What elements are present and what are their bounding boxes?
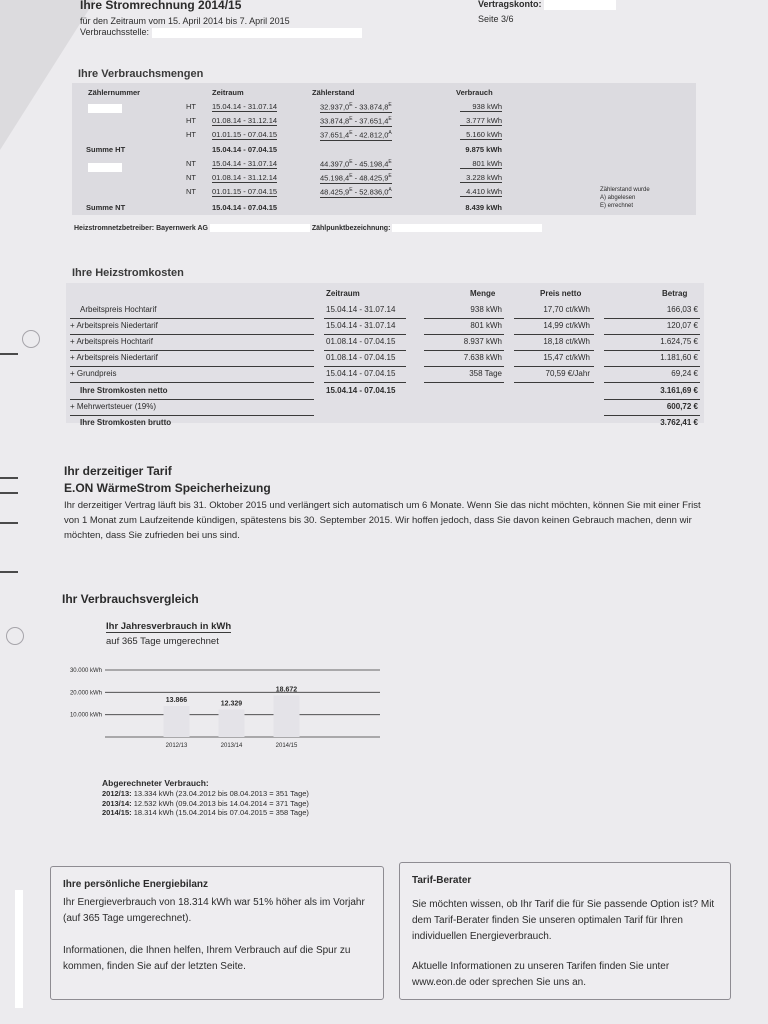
tariff-code: NT — [186, 173, 196, 182]
col-meter: Zählernummer — [88, 88, 141, 97]
price: 14,99 ct/kWh — [543, 321, 590, 330]
account-number — [478, 0, 616, 10]
usage-value: 938 kWh — [460, 102, 502, 112]
cost-table-header — [66, 289, 704, 304]
col-quantity: Menge — [470, 289, 496, 298]
bar-value-label: 12.329 — [220, 700, 243, 708]
redacted-meter — [88, 104, 122, 113]
price: 70,59 €/Jahr — [545, 369, 590, 378]
rule — [514, 350, 594, 351]
rule — [424, 382, 504, 383]
legend-line: A) abgelesen — [600, 195, 636, 201]
bar-2013/14 — [219, 709, 245, 737]
rule — [604, 350, 700, 351]
period: 15.04.14 - 31.07.14 — [212, 102, 278, 111]
consumption-chart — [60, 660, 390, 760]
list-item: 2012/13: 13.334 kWh (23.04.2012 bis 08.04.2013 = 351 Tage) — [102, 789, 309, 798]
tariff-text: Ihr derzeitiger Vertrag läuft bis 31. Oktober 2015 und verlängert sich automatisch um 6 Monate. Wenn Sie das nicht möchten, können Sie mit einer Frist von 1 Monat zum Laufzeitende kündigen, spätestens bis 30. September 2015. Wir hoffen jedoch, dass Sie davon keinen Gebrauch machen, denn wir möchten, dass Sie zufrieden bei uns sind. — [64, 500, 701, 541]
tariff-code: NT — [186, 159, 196, 168]
cost-label: + Grundpreis — [70, 369, 117, 378]
rule — [514, 334, 594, 335]
section-title-vergleich: Ihr Verbrauchsvergleich — [62, 592, 199, 606]
section-title-tarif: Ihr derzeitiger Tarif — [64, 464, 172, 478]
usage-value: 3.777 kWh — [460, 116, 502, 126]
gross-row — [66, 418, 704, 433]
redacted-meter-point — [392, 224, 542, 232]
consumption-site — [80, 27, 362, 38]
quantity: 358 Tage — [469, 369, 502, 378]
rule — [70, 415, 314, 416]
sum-label: Summe NT — [86, 203, 126, 212]
usage-value: 3.228 kWh — [460, 173, 502, 183]
energy-balance-box — [50, 866, 384, 1000]
tariff-advisor-box — [399, 862, 731, 1000]
table-row — [72, 187, 592, 200]
page-number: Seite 3/6 — [478, 14, 514, 24]
period: 01.08.14 - 07.04.15 — [326, 353, 396, 362]
billed-consumption-title: Abgerechneter Verbrauch: — [102, 778, 209, 788]
quantity: 938 kWh — [470, 305, 502, 314]
quantity: 7.638 kWh — [463, 353, 502, 362]
list-item: 2014/15: 18.314 kWh (15.04.2014 bis 07.04.2015 = 358 Tage) — [102, 808, 309, 817]
sum-ht-row — [72, 145, 592, 158]
rule — [604, 382, 700, 383]
fold-mark — [0, 492, 18, 494]
col-reading: Zählerstand — [312, 88, 355, 97]
period: 15.04.14 - 31.07.14 — [326, 321, 396, 330]
period: 15.04.14 - 31.07.14 — [326, 305, 396, 314]
bar-2014/15 — [274, 695, 300, 737]
list-item: 2013/14: 12.532 kWh (09.04.2013 bis 14.04.2014 = 371 Tage) — [102, 798, 309, 808]
y-tick-label: 30.000 kWh — [69, 668, 102, 674]
amount: 3.762,41 € — [660, 418, 698, 427]
amount: 120,07 € — [666, 321, 698, 330]
account-label: Vertragskonto: — [478, 0, 542, 9]
redacted-operator — [210, 224, 310, 232]
period: 15.04.14 - 07.04.15 — [326, 386, 396, 395]
tariff-advisor-title: Tarif-Berater — [412, 875, 472, 886]
rule — [514, 382, 594, 383]
redacted-account — [544, 0, 616, 10]
rule — [324, 318, 406, 319]
punch-hole — [22, 330, 40, 348]
amount: 166,03 € — [666, 305, 698, 314]
reading: $32.937,0^E - 33.874,8^E$ — [320, 102, 392, 112]
tariff-code: HT — [186, 102, 196, 111]
quantity: 801 kWh — [470, 321, 502, 330]
fold-mark — [0, 353, 18, 355]
tariff-advisor-text: Sie möchten wissen, ob Ihr Tarif die für Sie passende Option ist? Mit dem Tarif-Berater finden Sie unseren optimalen Tarif für Ihren individuellen Energieverbrauch. — [412, 899, 715, 942]
period: 15.04.14 - 07.04.15 — [212, 203, 278, 212]
redacted-address — [152, 28, 362, 38]
energy-balance-info: Informationen, die Ihnen helfen, Ihrem Verbrauch auf die Spur zu kommen, finden Sie auf der letzten Seite. — [63, 945, 351, 972]
y-tick-label: 20.000 kWh — [69, 690, 102, 697]
col-usage: Verbrauch — [456, 88, 493, 97]
rule — [424, 350, 504, 351]
rule — [324, 350, 406, 351]
amount: 3.161,69 € — [660, 386, 698, 395]
rule — [70, 318, 314, 319]
billed-consumption-list — [102, 789, 309, 818]
fold-mark — [0, 571, 18, 573]
energy-balance-text: Ihr Energieverbrauch von 18.314 kWh war 51% höher als im Vorjahr (auf 365 Tage umgerechnet). — [63, 897, 365, 924]
col-period: Zeitraum — [212, 88, 244, 97]
period: 01.08.14 - 31.12.14 — [212, 116, 278, 125]
period: 15.04.14 - 07.04.15 — [326, 369, 396, 378]
rule — [324, 334, 406, 335]
table-row — [72, 116, 592, 129]
col-amount: Betrag — [662, 289, 688, 298]
rule — [324, 382, 406, 383]
cost-label: + Mehrwertsteuer (19%) — [70, 402, 157, 411]
rule — [70, 350, 314, 351]
amount: 600,72 € — [666, 402, 698, 411]
period: 01.01.15 - 07.04.15 — [212, 187, 278, 196]
site-label: Verbrauchsstelle: — [80, 27, 150, 37]
table-row — [72, 173, 592, 186]
period: 15.04.14 - 07.04.15 — [212, 145, 278, 154]
amount: 1.181,60 € — [660, 353, 698, 362]
usage-value: 8.439 kWh — [465, 203, 502, 212]
amount: 69,24 € — [671, 369, 698, 378]
amount: 1.624,75 € — [660, 337, 698, 346]
energy-balance-title: Ihre persönliche Energiebilanz — [63, 879, 209, 890]
cost-label: + Arbeitspreis Hochtarif — [70, 337, 153, 346]
redacted-meter — [88, 163, 122, 172]
price: 17,70 ct/kWh — [543, 305, 590, 314]
rule — [604, 366, 700, 367]
usage-value: 5.160 kWh — [460, 130, 502, 140]
rule — [604, 318, 700, 319]
reading: $45.198,4^E - 48.425,9^E$ — [320, 173, 392, 183]
sum-nt-row — [72, 203, 592, 216]
price: 15,47 ct/kWh — [543, 353, 590, 362]
rule — [70, 382, 314, 383]
usage-table-header — [72, 88, 592, 101]
period: 01.08.14 - 07.04.15 — [326, 337, 396, 346]
reading: $44.397,0^E - 45.198,4^E$ — [320, 159, 392, 169]
x-tick-label: 2012/13 — [165, 743, 188, 749]
rule — [424, 318, 504, 319]
usage-value: 801 kWh — [460, 159, 502, 169]
reading: $37.651,4^E - 42.812,0^A$ — [320, 130, 392, 140]
bar-value-label: 13.866 — [165, 697, 188, 705]
section-title-verbrauchsmengen: Ihre Verbrauchsmengen — [78, 68, 204, 80]
period: 01.08.14 - 31.12.14 — [212, 173, 278, 182]
reading: $48.425,9^E - 52.836,0^A$ — [320, 187, 392, 197]
rule — [70, 399, 314, 400]
sum-label: Summe HT — [86, 145, 126, 154]
tariff-advisor-info: Aktuelle Informationen zu unseren Tarifen finden Sie unter www.eon.de oder sprechen Sie uns an. — [412, 961, 670, 988]
billing-period: für den Zeitraum vom 15. April 2014 bis 7. April 2015 — [80, 16, 290, 26]
reading: $33.874,8^E - 37.651,4^E$ — [320, 116, 392, 126]
tariff-code: HT — [186, 130, 196, 139]
cost-label: Ihre Stromkosten netto — [80, 386, 168, 395]
rule — [424, 334, 504, 335]
meter-point-label: Zählpunktbezeichnung: — [311, 224, 391, 232]
usage-value: 9.875 kWh — [465, 145, 502, 154]
punch-hole — [6, 627, 24, 645]
usage-value: 4.410 kWh — [460, 187, 502, 197]
page-title: Ihre Stromrechnung 2014/15 — [80, 0, 242, 12]
period: 01.01.15 - 07.04.15 — [212, 130, 278, 139]
grid-operator — [74, 224, 542, 232]
cost-label: Arbeitspreis Hochtarif — [80, 305, 157, 314]
operator-label: Heizstromnetzbetreiber: Bayernwerk AG — [74, 224, 208, 232]
rule — [324, 366, 406, 367]
price: 18,18 ct/kWh — [543, 337, 590, 346]
rule — [70, 366, 314, 367]
chart-subtitle: auf 365 Tage umgerechnet — [106, 636, 219, 647]
x-tick-label: 2014/15 — [275, 743, 298, 749]
cost-label: + Arbeitspreis Niedertarif — [70, 353, 158, 362]
rule — [604, 399, 700, 400]
cost-label: + Arbeitspreis Niedertarif — [70, 321, 158, 330]
legend-line: Zählerstand wurde — [600, 187, 650, 193]
table-row — [72, 159, 592, 172]
rule — [604, 415, 700, 416]
legend-line: E) errechnet — [600, 203, 634, 209]
quantity: 8.937 kWh — [463, 337, 502, 346]
col-period: Zeitraum — [326, 289, 360, 298]
paper-edge — [15, 890, 23, 1008]
table-row — [72, 130, 592, 143]
rule — [514, 318, 594, 319]
chart-title: Ihr Jahresverbrauch in kWh — [106, 621, 232, 632]
rule — [424, 366, 504, 367]
table-row — [72, 102, 592, 115]
fold-mark — [0, 477, 18, 479]
bar-value-label: 18.672 — [275, 686, 298, 694]
fold-mark — [0, 522, 18, 524]
rule — [70, 334, 314, 335]
rule — [604, 334, 700, 335]
reading-legend — [600, 186, 650, 210]
tariff-code: NT — [186, 187, 196, 196]
tariff-code: HT — [186, 116, 196, 125]
x-tick-label: 2013/14 — [220, 743, 243, 749]
section-title-heizstromkosten: Ihre Heizstromkosten — [72, 267, 184, 279]
col-price: Preis netto — [540, 289, 582, 298]
bar-2012/13 — [164, 706, 190, 737]
y-tick-label: 10.000 kWh — [69, 712, 102, 719]
tariff-name: E.ON WärmeStrom Speicherheizung — [64, 481, 271, 495]
cost-label: Ihre Stromkosten brutto — [80, 418, 172, 427]
period: 15.04.14 - 31.07.14 — [212, 159, 278, 168]
rule — [514, 366, 594, 367]
